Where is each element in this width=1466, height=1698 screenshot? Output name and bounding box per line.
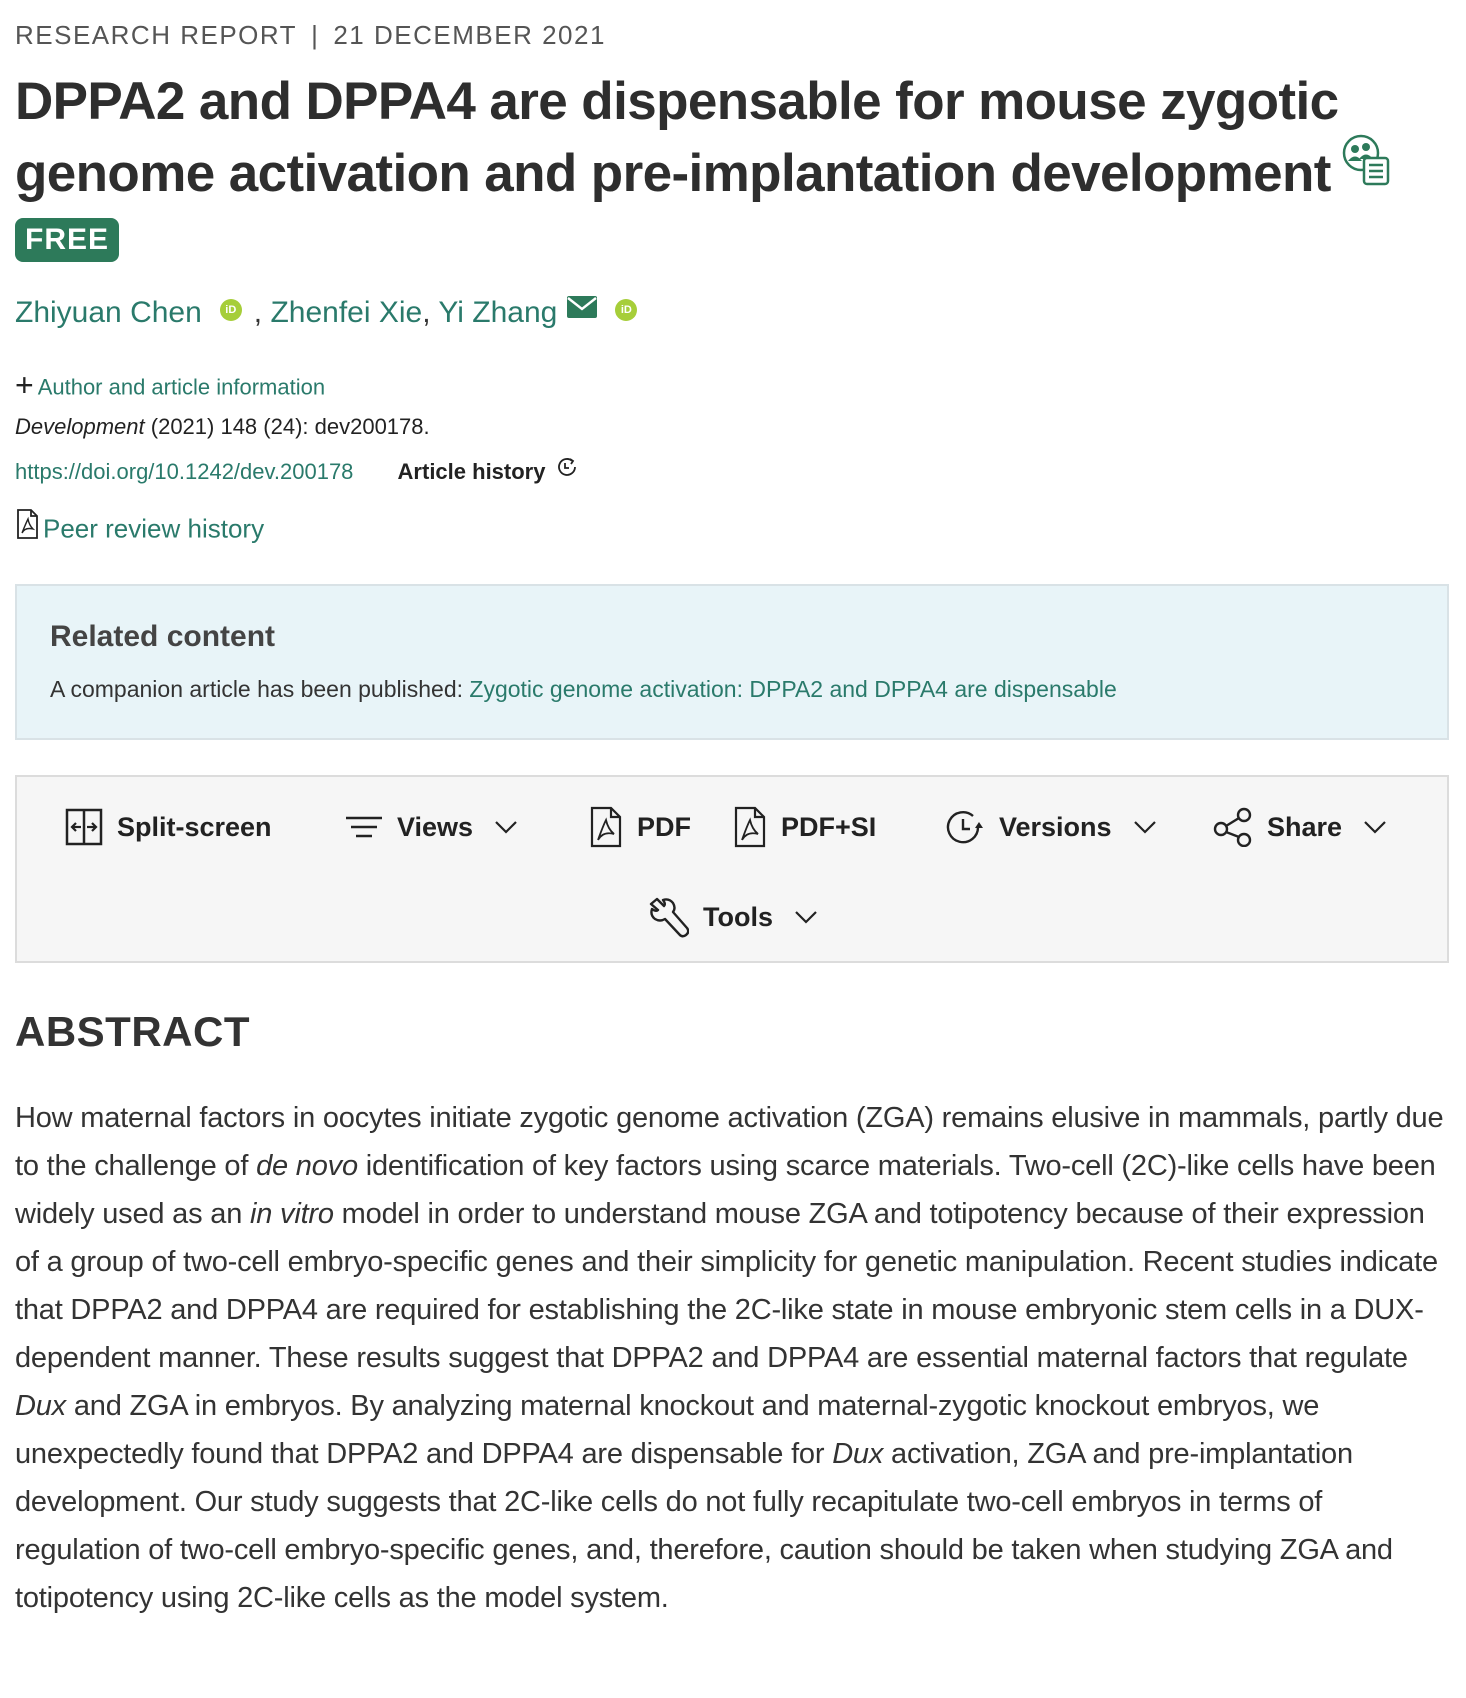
wrench-icon (647, 896, 689, 938)
chevron-down-icon (795, 910, 817, 924)
citation-line (15, 414, 430, 440)
pdf-label: PDF (637, 811, 691, 842)
abstract-italic-term: Dux (15, 1390, 66, 1422)
reviewer-document-icon[interactable] (1341, 133, 1391, 205)
tools-label: Tools (703, 901, 773, 932)
pdf-icon (589, 806, 623, 848)
author-link-zhiyuan-chen[interactable]: Zhiyuan Chen (15, 296, 202, 329)
author-info-toggle[interactable] (15, 367, 326, 407)
pdf-icon (15, 509, 39, 546)
plus-icon: + (15, 367, 34, 403)
related-content-prefix: A companion article has been published: (50, 676, 470, 702)
related-content-heading: Related content (50, 620, 276, 653)
article-history-label: Article history (397, 458, 546, 484)
abstract-segment: and ZGA in embryos. By analyzing maternal knockout and maternal-zygotic knockout embryos, we unexpectedly found that DPPA2 and DPPA4 are dispensable for (15, 1390, 1320, 1470)
share-dropdown[interactable] (1213, 805, 1386, 849)
article-toolbar (15, 775, 1449, 963)
article-type: RESEARCH REPORT (15, 20, 298, 50)
author-link-yi-zhang[interactable]: Yi Zhang (438, 296, 558, 329)
author-separator: , (253, 296, 271, 329)
author-info-label: Author and article information (37, 374, 326, 400)
article-history-button[interactable] (398, 459, 580, 484)
journal-name: Development (15, 414, 145, 439)
abstract-heading: ABSTRACT (15, 1008, 250, 1055)
chevron-down-icon (1134, 820, 1156, 834)
author-link-zhenfei-xie[interactable]: Zhenfei Xie (270, 296, 423, 329)
pdf-icon (733, 806, 767, 848)
abstract-italic-term: Dux (832, 1438, 884, 1470)
abstract-segment: activation, ZGA and pre-implantation development. Our study suggests that 2C-like cells do not fully recapitulate two-cell embryos in terms of regulation of two-cell embryo-specific genes, and, therefore, caution should be taken when studying ZGA and totipotency using 2C-like cells as the model system. (15, 1438, 1393, 1614)
pdf-si-button[interactable] (733, 805, 876, 849)
split-screen-label: Split-screen (117, 811, 272, 842)
abstract-text (15, 1094, 1455, 1622)
doi-row (15, 458, 579, 488)
split-screen-button[interactable] (65, 805, 272, 849)
peer-review-label: Peer review history (43, 513, 265, 544)
kicker-separator: | (311, 20, 320, 50)
pdf-si-label: PDF+SI (781, 811, 877, 842)
author-list (15, 296, 649, 331)
peer-review-history-link[interactable] (15, 512, 264, 549)
chevron-down-icon (495, 820, 517, 834)
views-label: Views (397, 811, 474, 842)
article-title-text: DPPA2 and DPPA4 are dispensable for mouse zygotic genome activation and pre-implantation development (15, 72, 1339, 203)
tools-dropdown[interactable] (647, 895, 817, 939)
abstract-italic-term: de novo (256, 1150, 358, 1182)
orcid-icon[interactable]: iD (615, 299, 637, 321)
lines-icon (345, 814, 383, 840)
publication-date: 21 DECEMBER 2021 (333, 20, 606, 50)
article-kicker (15, 20, 606, 51)
abstract-italic-term: in vitro (250, 1198, 334, 1230)
share-label: Share (1267, 811, 1343, 842)
views-dropdown[interactable] (345, 805, 517, 849)
split-screen-icon (65, 808, 103, 846)
citation-details: (2021) 148 (24): dev200178. (144, 414, 430, 439)
pdf-button[interactable] (589, 805, 691, 849)
related-content-text (50, 676, 1117, 703)
versions-clock-icon (945, 808, 985, 846)
article-title (15, 66, 1445, 213)
versions-label: Versions (999, 811, 1112, 842)
companion-article-link[interactable]: Zygotic genome activation: DPPA2 and DPPA4 are dispensable (469, 676, 1117, 702)
history-clock-icon (555, 455, 579, 485)
orcid-icon[interactable]: iD (220, 299, 242, 321)
versions-dropdown[interactable] (945, 805, 1156, 849)
author-separator: , (422, 296, 439, 329)
abstract-segment: identification of key factors using scarce materials. Two-cell (2C)-like cells have been widely used as an (15, 1150, 1436, 1230)
share-icon (1213, 807, 1253, 847)
doi-link[interactable]: https://doi.org/10.1242/dev.200178 (15, 458, 354, 484)
abstract-segment: model in order to understand mouse ZGA and totipotency because of their expression of a group of two-cell embryo-specific genes and their simplicity for genetic manipulation. Recent studies indicate that DPPA2 and DPPA4 are required for establishing the 2C-like state in mouse embryonic stem cells in a DUX-dependent manner. These results suggest that DPPA2 and DPPA4 are essential maternal factors that regulate (15, 1198, 1438, 1374)
chevron-down-icon (1364, 820, 1386, 834)
mail-icon[interactable] (567, 292, 597, 326)
free-access-badge: FREE (15, 218, 119, 262)
related-content-box (15, 584, 1449, 740)
abstract-segment: How maternal factors in oocytes initiate zygotic genome activation (ZGA) remains elusive in mammals, partly due to the challenge of (15, 1102, 1444, 1182)
